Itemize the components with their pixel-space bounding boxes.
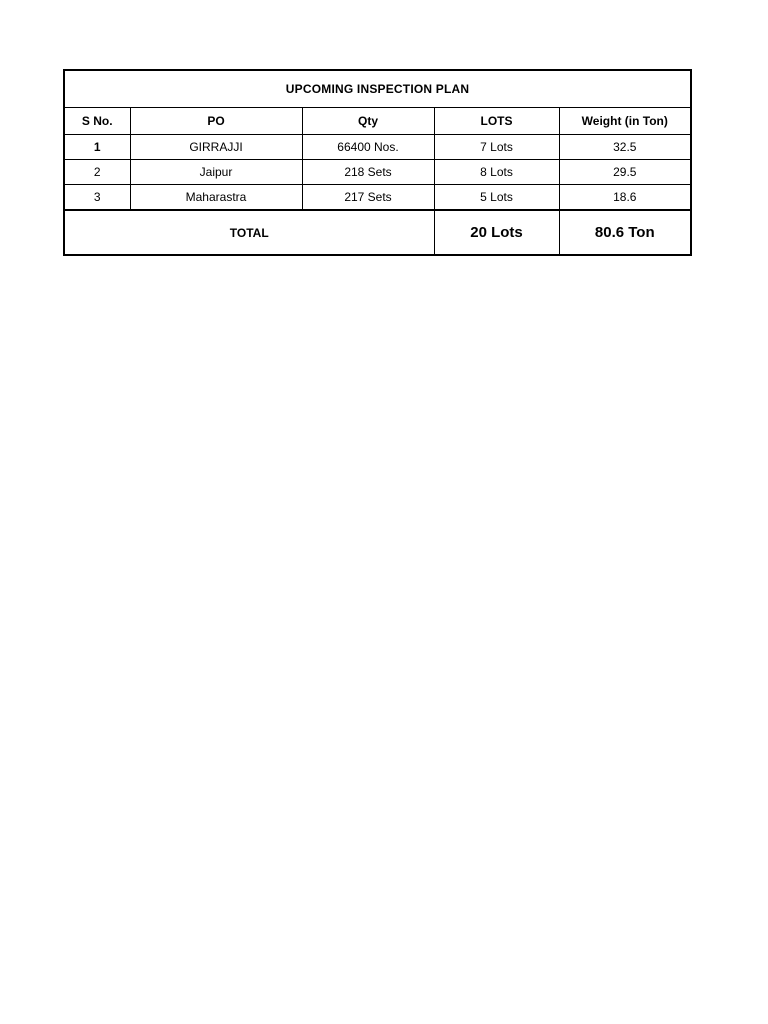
- cell-po: Jaipur: [130, 160, 302, 185]
- cell-lots: 7 Lots: [434, 135, 559, 160]
- cell-weight: 18.6: [559, 185, 690, 211]
- column-header-weight: Weight (in Ton): [559, 108, 690, 135]
- cell-qty: 66400 Nos.: [302, 135, 434, 160]
- total-weight: 80.6 Ton: [559, 210, 690, 254]
- inspection-plan-table: [65, 71, 690, 254]
- cell-lots: 8 Lots: [434, 160, 559, 185]
- column-header-sno: S No.: [65, 108, 130, 135]
- total-row: [65, 210, 690, 254]
- cell-sno: 2: [65, 160, 130, 185]
- title-row: [65, 71, 690, 108]
- table-row: [65, 160, 690, 185]
- cell-qty: 217 Sets: [302, 185, 434, 211]
- cell-sno: 1: [65, 135, 130, 160]
- column-header-lots: LOTS: [434, 108, 559, 135]
- cell-po: GIRRAJJI: [130, 135, 302, 160]
- cell-lots: 5 Lots: [434, 185, 559, 211]
- header-row: [65, 108, 690, 135]
- table-row: [65, 185, 690, 211]
- cell-qty: 218 Sets: [302, 160, 434, 185]
- table-title: UPCOMING INSPECTION PLAN: [65, 71, 690, 108]
- cell-weight: 29.5: [559, 160, 690, 185]
- table-row: [65, 135, 690, 160]
- column-header-po: PO: [130, 108, 302, 135]
- column-header-qty: Qty: [302, 108, 434, 135]
- cell-po: Maharastra: [130, 185, 302, 211]
- cell-sno: 3: [65, 185, 130, 211]
- cell-weight: 32.5: [559, 135, 690, 160]
- total-lots: 20 Lots: [434, 210, 559, 254]
- inspection-plan-sheet: [63, 69, 692, 256]
- total-label: TOTAL: [65, 210, 434, 254]
